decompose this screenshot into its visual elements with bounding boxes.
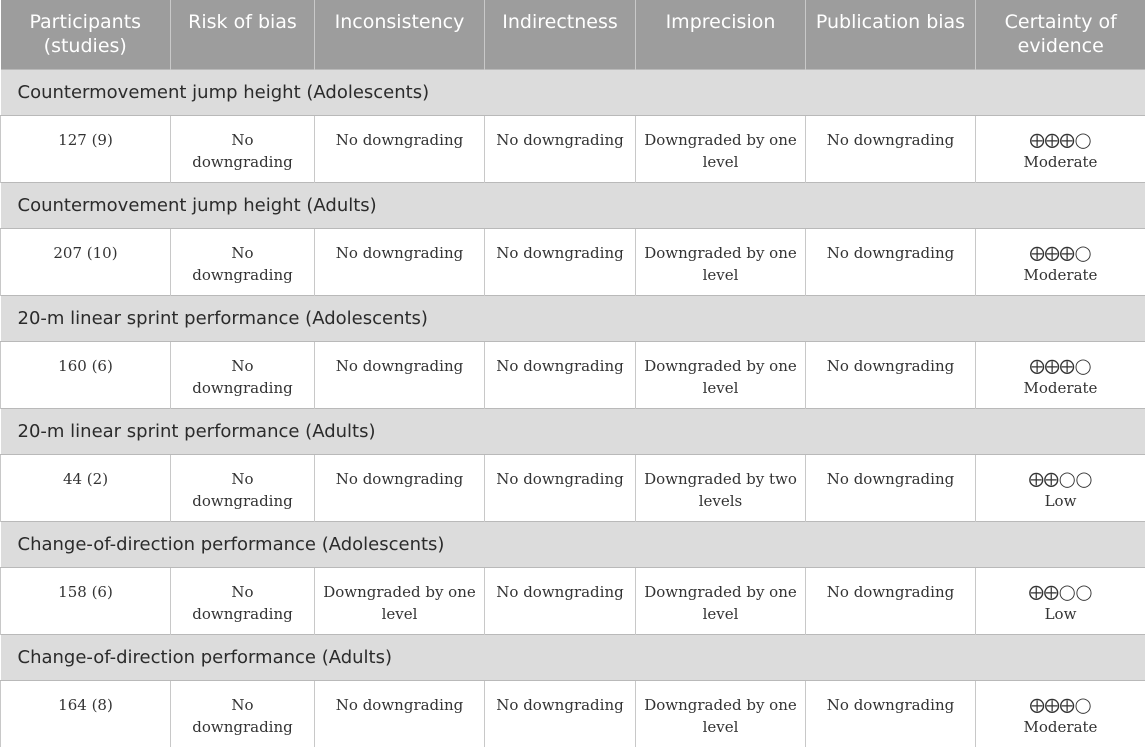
risk-of-bias-cell: No downgrading xyxy=(171,454,315,521)
outcome-group-row xyxy=(1,182,1145,228)
table-header xyxy=(1,0,1145,69)
header-inconsistency: Inconsistency xyxy=(315,0,485,69)
certainty-rating: Moderate xyxy=(1023,717,1098,736)
publication-bias-cell: No downgrading xyxy=(806,567,976,634)
certainty-cell xyxy=(976,115,1145,182)
inconsistency-cell: No downgrading xyxy=(315,115,485,182)
outcome-title: 20-m linear sprint performance (Adolescents) xyxy=(1,295,1145,341)
imprecision-cell: Downgraded by one level xyxy=(636,341,806,408)
outcome-group-row xyxy=(1,295,1145,341)
inconsistency-cell: No downgrading xyxy=(315,680,485,747)
risk-of-bias-cell: No downgrading xyxy=(171,567,315,634)
certainty-symbols: ⨁⨁◯◯ xyxy=(1028,582,1093,601)
outcome-title: Countermovement jump height (Adolescents) xyxy=(1,69,1145,115)
participants-cell: 44 (2) xyxy=(1,454,171,521)
header-certainty-of-evidence: Certainty of evidence xyxy=(976,0,1145,69)
certainty-cell xyxy=(976,680,1145,747)
certainty-rating: Low xyxy=(1044,604,1077,623)
inconsistency-cell: No downgrading xyxy=(315,341,485,408)
header-indirectness: Indirectness xyxy=(485,0,636,69)
imprecision-cell: Downgraded by one level xyxy=(636,115,806,182)
certainty-symbols: ⨁⨁⨁◯ xyxy=(1029,243,1092,262)
imprecision-cell: Downgraded by one level xyxy=(636,228,806,295)
certainty-symbols: ⨁⨁⨁◯ xyxy=(1029,695,1092,714)
table-row xyxy=(1,567,1145,634)
table-row xyxy=(1,680,1145,747)
participants-cell: 158 (6) xyxy=(1,567,171,634)
header-imprecision: Imprecision xyxy=(636,0,806,69)
certainty-symbols: ⨁⨁◯◯ xyxy=(1028,469,1093,488)
outcome-title: Change-of-direction performance (Adults) xyxy=(1,634,1145,680)
certainty-cell xyxy=(976,454,1145,521)
outcome-title: 20-m linear sprint performance (Adults) xyxy=(1,408,1145,454)
imprecision-cell: Downgraded by two levels xyxy=(636,454,806,521)
table-row xyxy=(1,115,1145,182)
certainty-cell xyxy=(976,567,1145,634)
certainty-symbols: ⨁⨁⨁◯ xyxy=(1029,356,1092,375)
table-row xyxy=(1,228,1145,295)
indirectness-cell: No downgrading xyxy=(485,228,636,295)
outcome-title: Change-of-direction performance (Adolescents) xyxy=(1,521,1145,567)
table-row xyxy=(1,341,1145,408)
participants-cell: 164 (8) xyxy=(1,680,171,747)
inconsistency-cell: No downgrading xyxy=(315,228,485,295)
risk-of-bias-cell: No downgrading xyxy=(171,228,315,295)
risk-of-bias-cell: No downgrading xyxy=(171,341,315,408)
header-risk-of-bias: Risk of bias xyxy=(171,0,315,69)
imprecision-cell: Downgraded by one level xyxy=(636,680,806,747)
outcome-group-row xyxy=(1,521,1145,567)
indirectness-cell: No downgrading xyxy=(485,680,636,747)
publication-bias-cell: No downgrading xyxy=(806,115,976,182)
indirectness-cell: No downgrading xyxy=(485,341,636,408)
publication-bias-cell: No downgrading xyxy=(806,680,976,747)
publication-bias-cell: No downgrading xyxy=(806,341,976,408)
participants-cell: 160 (6) xyxy=(1,341,171,408)
inconsistency-cell: No downgrading xyxy=(315,454,485,521)
indirectness-cell: No downgrading xyxy=(485,454,636,521)
table-body xyxy=(1,69,1145,747)
table-row xyxy=(1,454,1145,521)
outcome-group-row xyxy=(1,69,1145,115)
header-publication-bias: Publication bias xyxy=(806,0,976,69)
certainty-cell xyxy=(976,228,1145,295)
certainty-symbols: ⨁⨁⨁◯ xyxy=(1029,130,1092,149)
risk-of-bias-cell: No downgrading xyxy=(171,115,315,182)
outcome-group-row xyxy=(1,634,1145,680)
imprecision-cell: Downgraded by one level xyxy=(636,567,806,634)
certainty-rating: Low xyxy=(1044,491,1077,510)
header-participants: Participants (studies) xyxy=(1,0,171,69)
outcome-title: Countermovement jump height (Adults) xyxy=(1,182,1145,228)
inconsistency-cell: Downgraded by one level xyxy=(315,567,485,634)
publication-bias-cell: No downgrading xyxy=(806,454,976,521)
certainty-rating: Moderate xyxy=(1023,378,1098,397)
certainty-rating: Moderate xyxy=(1023,152,1098,171)
participants-cell: 207 (10) xyxy=(1,228,171,295)
certainty-rating: Moderate xyxy=(1023,265,1098,284)
participants-cell: 127 (9) xyxy=(1,115,171,182)
outcome-group-row xyxy=(1,408,1145,454)
risk-of-bias-cell: No downgrading xyxy=(171,680,315,747)
indirectness-cell: No downgrading xyxy=(485,115,636,182)
publication-bias-cell: No downgrading xyxy=(806,228,976,295)
certainty-cell xyxy=(976,341,1145,408)
indirectness-cell: No downgrading xyxy=(485,567,636,634)
